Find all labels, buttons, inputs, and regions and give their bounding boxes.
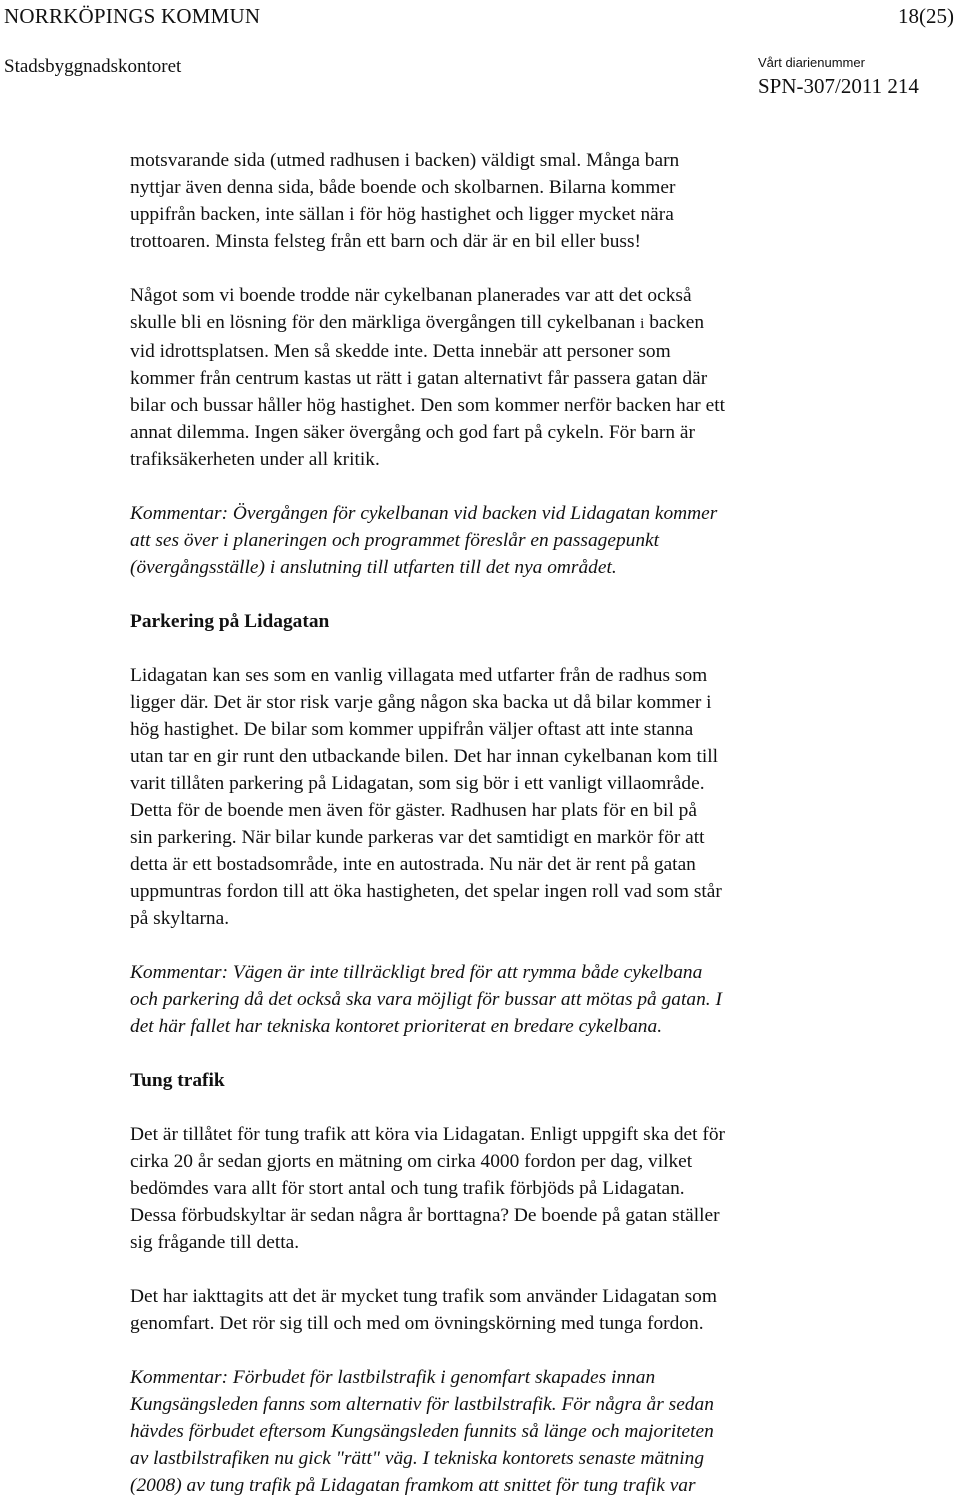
text-line: ligger där. Det är stor risk varje gång någon ska backa ut då bilar kommer i xyxy=(130,692,712,713)
paragraph-5 xyxy=(130,1283,860,1337)
comment-2 xyxy=(130,959,860,1040)
text-line: uppifrån backen, inte sällan i för hög hastighet och ligger mycket nära xyxy=(130,204,674,225)
text-line: Det har iakttagits att det är mycket tung trafik som använder Lidagatan som xyxy=(130,1286,717,1307)
paragraph-1 xyxy=(130,147,860,255)
text-line: sin parkering. När bilar kunde parkeras var det samtidigt en markör för att xyxy=(130,827,705,848)
text-segment: backen xyxy=(649,312,705,333)
text-line: motsvarande sida (utmed radhusen i backen) väldigt smal. Många barn xyxy=(130,150,680,171)
text-line: Kungsängsleden fanns som alternativ för lastbilstrafik. För några år sedan xyxy=(130,1394,714,1415)
header-reference-number: SPN-307/2011 214 xyxy=(758,74,919,98)
text-line: sig frågande till detta. xyxy=(130,1232,300,1253)
text-line: Kommentar: Övergången för cykelbanan vid backen vid Lidagatan kommer xyxy=(130,503,718,524)
text-line: bedömdes vara allt för stort antal och tung trafik förbjöds på Lidagatan. xyxy=(130,1178,685,1199)
text-line: Dessa förbudskyltar är sedan några år borttagna? De boende på gatan ställer xyxy=(130,1205,720,1226)
text-line: Kommentar: Vägen är inte tillräckligt bred för att rymma både cykelbana xyxy=(130,962,703,983)
paragraph-4 xyxy=(130,1121,860,1256)
text-line: (övergångsställe) i anslutning till utfarten till det nya området. xyxy=(130,557,617,578)
text-line: Något som vi boende trodde när cykelbanan planerades var att det också xyxy=(130,285,692,306)
paragraph-2 xyxy=(130,282,860,473)
text-line: på skyltarna. xyxy=(130,908,230,929)
text-line: Det är tillåtet för tung trafik att köra via Lidagatan. Enligt uppgift ska det för xyxy=(130,1124,725,1145)
text-line: bilar och bussar håller hög hastighet. Den som kommer nerför backen har ett xyxy=(130,395,725,416)
text-line xyxy=(130,309,860,338)
text-segment: skulle bli en lösning för den märkliga övergången till cykelbanan xyxy=(130,312,636,333)
paragraph-3 xyxy=(130,662,860,932)
text-line: nyttjar även denna sida, både boende och skolbarnen. Bilarna kommer xyxy=(130,177,676,198)
text-line: (2008) av tung trafik på Lidagatan framkom att snittet för tung trafik var xyxy=(130,1475,696,1496)
text-line: Lidagatan kan ses som en vanlig villagata med utfarter från de radhus som xyxy=(130,665,708,686)
text-line: utan tar en gir runt den utbackande bilen. Det har innan cykelbanan kom till xyxy=(130,746,718,767)
text-line: vid idrottsplatsen. Men så skedde inte. Detta innebär att personer som xyxy=(130,341,671,362)
comment-1 xyxy=(130,500,860,581)
text-line: trottoaren. Minsta felsteg från ett barn och där är en bil eller buss! xyxy=(130,231,641,252)
header-page-number: 18(25) xyxy=(898,4,954,28)
text-line: genomfart. Det rör sig till och med om övningskörning med tunga fordon. xyxy=(130,1313,704,1334)
text-line: och parkering då det också ska vara möjligt för bussar att mötas på gatan. I xyxy=(130,989,722,1010)
text-line: detta är ett bostadsområde, inte en autostrada. Nu när det är rent på gatan xyxy=(130,854,696,875)
text-line: att ses över i planeringen och programmet föreslår en passagepunkt xyxy=(130,530,660,551)
header-department: Stadsbyggnadskontoret xyxy=(4,56,182,77)
text-line: Kommentar: Förbudet för lastbilstrafik i genomfart skapades innan xyxy=(130,1367,656,1388)
text-line: hög hastighet. De bilar som kommer uppifrån väljer oftast att inte stanna xyxy=(130,719,694,740)
text-line: av lastbilstrafiken nu gick "rätt" väg. I tekniska kontorets senaste mätning xyxy=(130,1448,705,1469)
text-line: kommer från centrum kastas ut rätt i gatan alternativt får passera gatan där xyxy=(130,368,708,389)
text-line: trafiksäkerheten under all kritik. xyxy=(130,449,380,470)
text-line: uppmuntras fordon till att öka hastigheten, det spelar ingen roll vad som står xyxy=(130,881,722,902)
section-heading-parking: Parkering på Lidagatan xyxy=(130,611,330,632)
text-line: cirka 20 år sedan gjorts en mätning om cirka 4000 fordon per dag, vilket xyxy=(130,1151,693,1172)
text-line: Detta för de boende men även för gäster. Radhusen har plats för en bil på xyxy=(130,800,697,821)
text-line: varit tillåten parkering på Lidagatan, som sig bör i ett vanligt villaområde. xyxy=(130,773,705,794)
header-reference-label: Vårt diarienummer xyxy=(758,55,865,70)
text-line: det här fallet har tekniska kontoret prioriterat en bredare cykelbana. xyxy=(130,1016,663,1037)
document-body xyxy=(130,147,860,1499)
text-line: annat dilemma. Ingen säker övergång och god fart på cykeln. För barn är xyxy=(130,422,695,443)
section-heading-heavy-traffic: Tung trafik xyxy=(130,1070,225,1091)
header-org: NORRKÖPINGS KOMMUN xyxy=(4,4,261,28)
comment-3 xyxy=(130,1364,860,1499)
text-segment-small: i xyxy=(640,316,645,332)
text-line: hävdes förbudet eftersom Kungsängsleden funnits så länge och majoriteten xyxy=(130,1421,714,1442)
